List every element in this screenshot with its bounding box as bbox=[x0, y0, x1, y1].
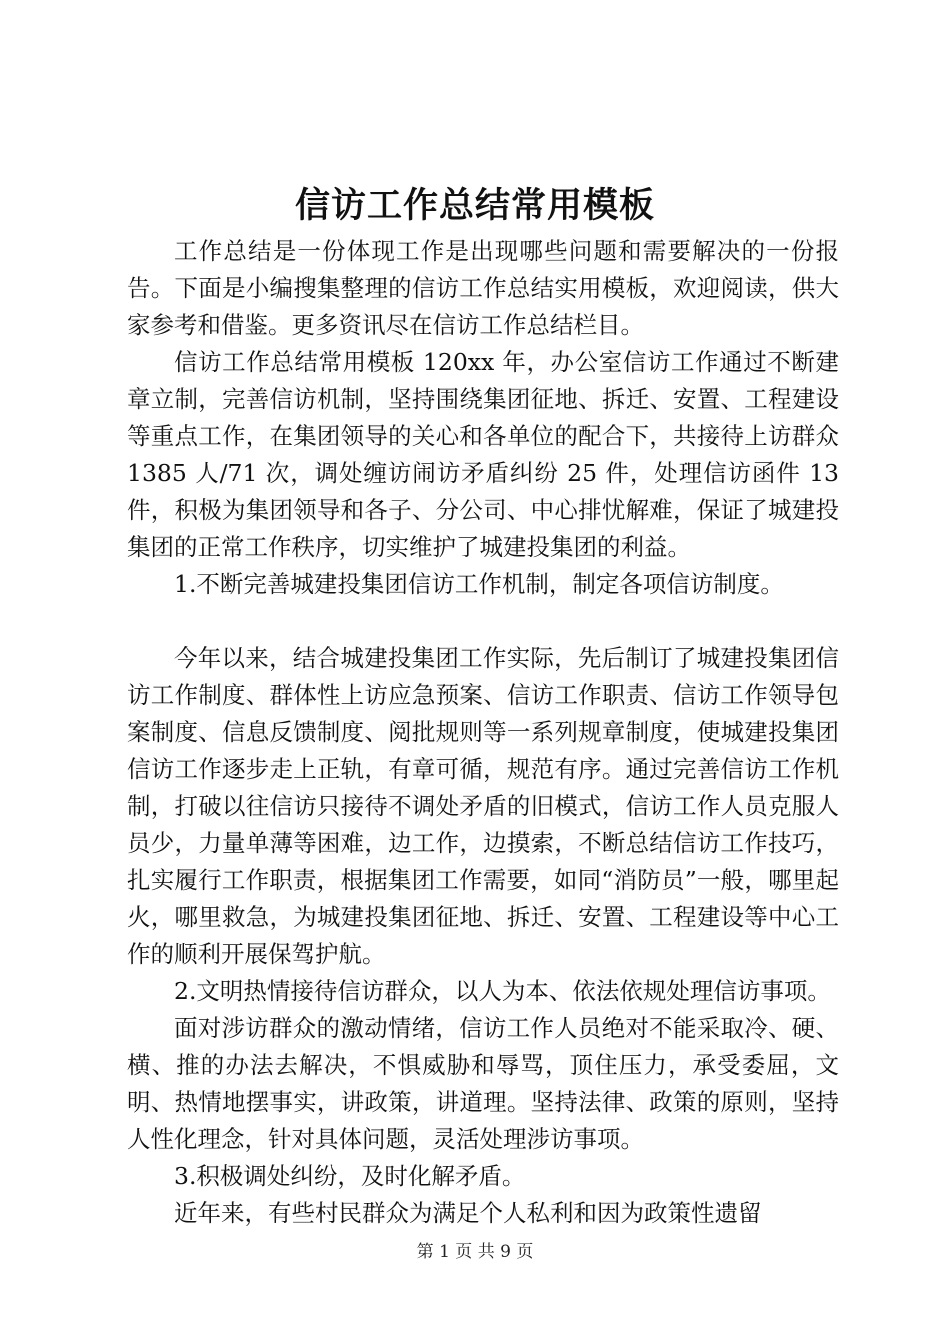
paragraph-heading-1: 1.不断完善城建投集团信访工作机制，制定各项信访制度。 bbox=[174, 570, 784, 598]
paragraph-heading-2: 2.文明热情接待信访群众，以人为本、依法依规处理信访事项。 bbox=[174, 977, 831, 1005]
document-title: 信访工作总结常用模板 bbox=[294, 185, 655, 226]
paragraph-summary: 信访工作总结常用模板 120xx 年，办公室信访工作通过不断建章立制，完善信访机制，坚持围绕集团征地、拆迁、安置、工程建设等重点工作，在集团领导的关心和各单位的配合下，共接待上访群众 1385 人/71 次，调处缠访闹访矛盾纠纷 25 件，处理信访函件 13 件，积极为集团领导和各子、分公司、中心排忧解难，保证了城建投集团的正常工作秩序，切实维护了城建投集团的利益。 bbox=[127, 348, 839, 561]
paragraph-disputes: 近年来，有些村民群众为满足个人私利和因为政策性遗留 bbox=[174, 1199, 762, 1227]
document-body bbox=[127, 233, 839, 1232]
paragraph-intro: 工作总结是一份体现工作是出现哪些问题和需要解决的一份报告。下面是小编搜集整理的信访工作总结实用模板，欢迎阅读，供大家参考和借鉴。更多资讯尽在信访工作总结栏目。 bbox=[127, 237, 839, 339]
page-footer: 第 1 页 共 9 页 bbox=[416, 1242, 534, 1262]
paragraph-mechanism: 今年以来，结合城建投集团工作实际，先后制订了城建投集团信访工作制度、群体性上访应急预案、信访工作职责、信访工作领导包案制度、信息反馈制度、阅批规则等一系列规章制度，使城建投集团信访工作逐步走上正轨，有章可循，规范有序。通过完善信访工作机制，打破以往信访只接待不调处矛盾的旧模式，信访工作人员克服人员少，力量单薄等困难，边工作，边摸索，不断总结信访工作技巧，扎实履行工作职责，根据集团工作需要，如同“消防员”一般，哪里起火，哪里救急，为城建投集团征地、拆迁、安置、工程建设等中心工作的顺利开展保驾护航。 bbox=[127, 644, 839, 968]
paragraph-reception: 面对涉访群众的激动情绪，信访工作人员绝对不能采取冷、硬、横、推的办法去解决，不惧威胁和辱骂，顶住压力，承受委屈，文明、热情地摆事实，讲政策，讲道理。坚持法律、政策的原则，坚持人性化理念，针对具体问题，灵活处理涉访事项。 bbox=[127, 1014, 839, 1153]
paragraph-heading-3: 3.积极调处纠纷，及时化解矛盾。 bbox=[174, 1162, 526, 1190]
blank-line bbox=[127, 603, 839, 640]
